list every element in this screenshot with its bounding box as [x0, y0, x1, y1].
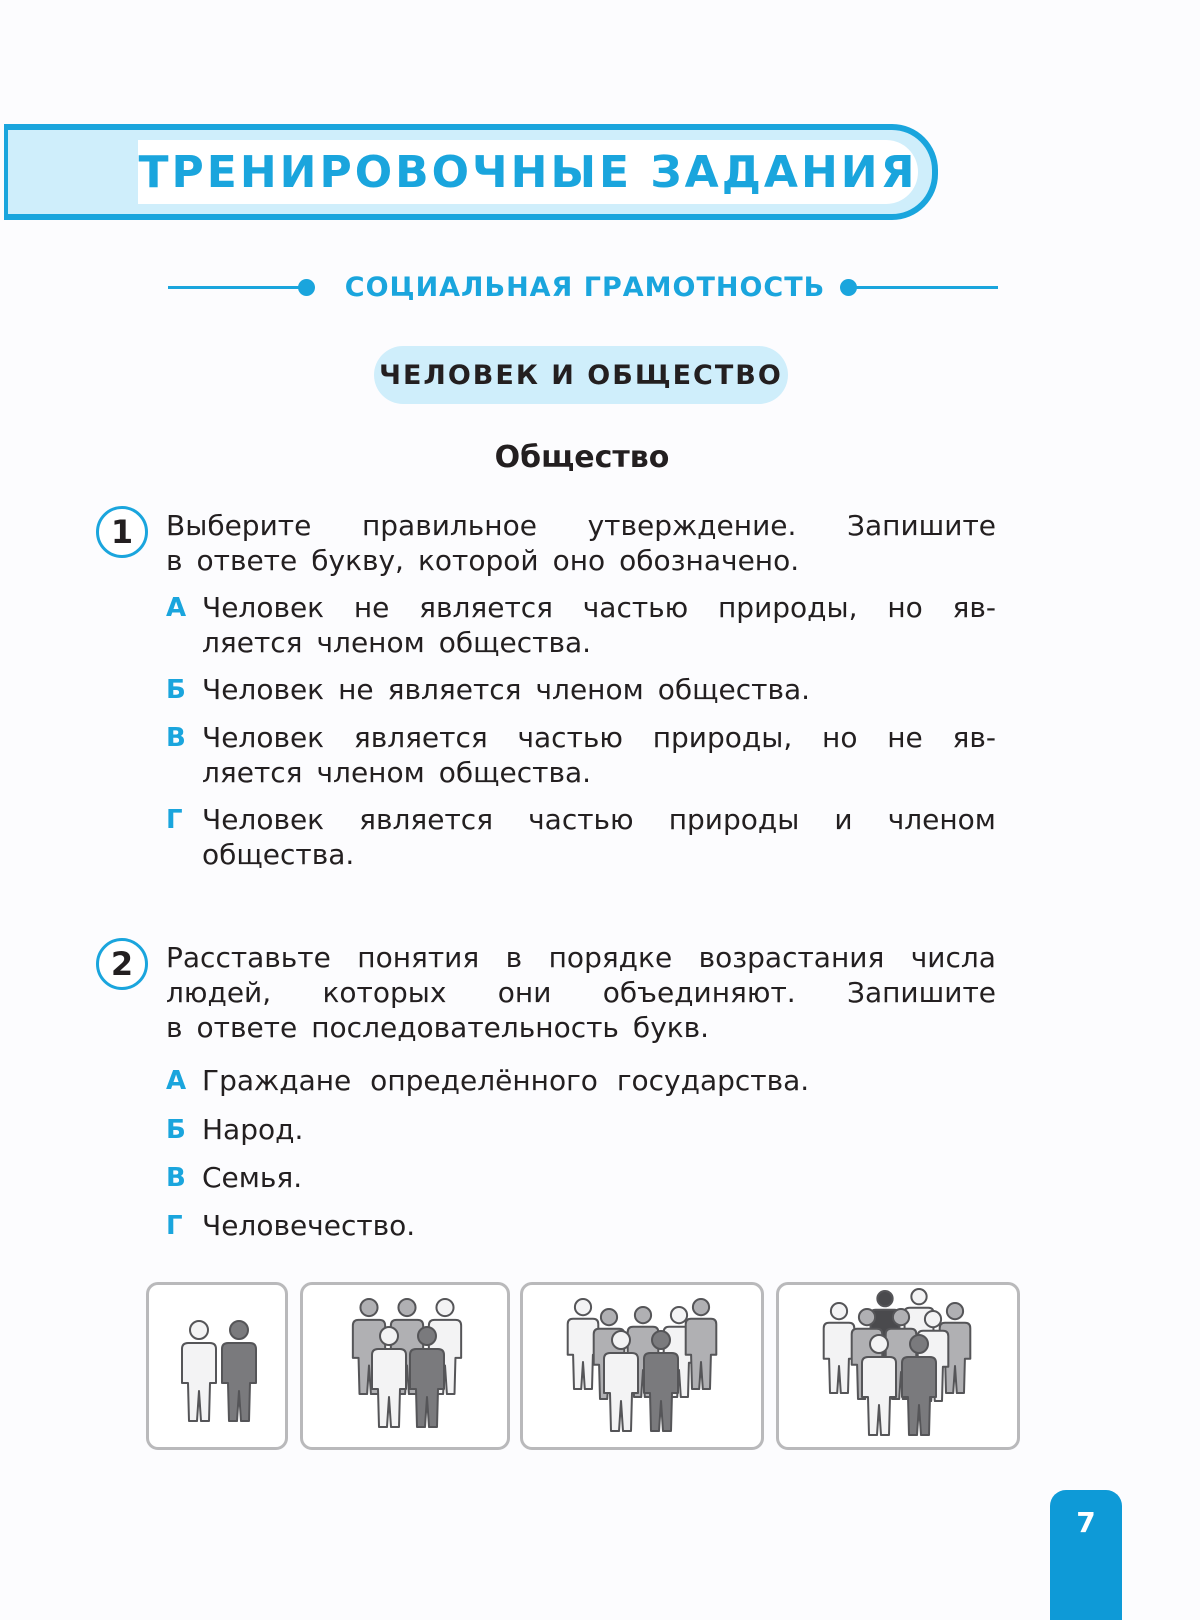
- word: ляется: [202, 756, 303, 789]
- word: возрастания: [698, 941, 885, 974]
- word: Запишите: [847, 976, 996, 1009]
- word: является: [353, 721, 488, 754]
- section-header: [168, 268, 998, 308]
- word: последовательность: [311, 1011, 619, 1044]
- header-banner-inner: [138, 140, 918, 204]
- word: букву,: [311, 544, 404, 577]
- word: они: [497, 976, 552, 1009]
- task-number-1-label: 1: [110, 513, 134, 551]
- person-figure: [182, 1321, 216, 1421]
- word: ляется: [202, 626, 303, 659]
- word: частью: [528, 803, 634, 836]
- word: Расставьте: [166, 941, 331, 974]
- word: правильное: [361, 509, 537, 542]
- word: природы,: [718, 591, 858, 624]
- section-dot-left: [298, 279, 315, 296]
- option-line: [202, 720, 996, 756]
- word: но: [887, 591, 923, 624]
- page-number: 7: [1076, 1506, 1096, 1539]
- option-text: Человечество.: [202, 1209, 416, 1242]
- word: членом: [316, 626, 425, 659]
- question-line: [166, 543, 996, 579]
- word: порядке: [548, 941, 673, 974]
- word: числа: [910, 941, 996, 974]
- option-letter: А: [166, 593, 187, 623]
- option-text: Народ.: [202, 1113, 304, 1146]
- option-line: [202, 590, 996, 626]
- option-letter: А: [166, 1066, 187, 1096]
- option-line: [202, 672, 996, 708]
- option-letter: Б: [166, 675, 186, 705]
- word: но: [822, 721, 858, 754]
- word: не: [353, 591, 390, 624]
- large-group-illustration: [520, 1282, 764, 1450]
- topic-title: ЧЕЛОВЕК И ОБЩЕСТВО: [379, 359, 783, 391]
- word: Выберите: [166, 509, 312, 542]
- word: в: [166, 1011, 183, 1044]
- word: общества.: [438, 626, 592, 659]
- page-number-tab: [1050, 1490, 1122, 1620]
- question-line: [166, 940, 996, 976]
- crowd-illustration: [776, 1282, 1020, 1450]
- two-people-icon: [149, 1285, 285, 1447]
- person-figure: [222, 1321, 256, 1421]
- word: утверждение.: [587, 509, 797, 542]
- small-group-illustration: [300, 1282, 510, 1450]
- word: является: [359, 803, 494, 836]
- word: природы: [668, 803, 800, 836]
- word: оно: [552, 544, 606, 577]
- option-letter: В: [166, 723, 186, 753]
- word: общества.: [438, 756, 592, 789]
- person-figure: [686, 1299, 717, 1389]
- question-line: [166, 975, 996, 1011]
- word: является: [419, 591, 554, 624]
- word: членом: [316, 756, 425, 789]
- question-line: [166, 508, 996, 544]
- option-letter: В: [166, 1163, 186, 1193]
- topic-badge: [374, 346, 788, 404]
- section-rule-left: [168, 286, 306, 289]
- crowd-icon: [779, 1285, 1017, 1447]
- option-line: [202, 625, 996, 661]
- task-number-2-label: 2: [110, 945, 134, 983]
- small-group-icon: [303, 1285, 507, 1447]
- word: природы,: [652, 721, 793, 754]
- two-people-illustration: [146, 1282, 288, 1450]
- word: яв-: [952, 721, 996, 754]
- word: обозначено.: [619, 544, 800, 577]
- option-line: [202, 837, 996, 873]
- word: людей,: [166, 976, 272, 1009]
- large-group-icon: [523, 1285, 761, 1447]
- word: Человек: [202, 673, 325, 706]
- option-text: Семья.: [202, 1161, 303, 1194]
- word: общества.: [657, 673, 811, 706]
- word: не: [887, 721, 923, 754]
- option-line: [202, 755, 996, 791]
- word: в: [505, 941, 523, 974]
- task-number-1: [96, 506, 148, 558]
- section-rule-right: [848, 286, 998, 289]
- option-letter: Г: [166, 1211, 183, 1241]
- question-line: [166, 1010, 996, 1046]
- option-letter: Б: [166, 1115, 186, 1145]
- word: Человек: [202, 803, 325, 836]
- word: ответе: [196, 1011, 298, 1044]
- page-title: ТРЕНИРОВОЧНЫЕ ЗАДАНИЯ: [138, 146, 918, 198]
- word: в: [166, 544, 183, 577]
- word: которой: [417, 544, 539, 577]
- word: частью: [582, 591, 689, 624]
- word: букв.: [632, 1011, 710, 1044]
- word: и: [834, 803, 853, 836]
- word: Человек: [202, 591, 325, 624]
- word: яв-: [952, 591, 996, 624]
- subtitle: Общество: [494, 440, 670, 475]
- word: не: [338, 673, 374, 706]
- word: понятия: [357, 941, 480, 974]
- task-number-2: [96, 938, 148, 990]
- word: является: [387, 673, 522, 706]
- word: которых: [322, 976, 447, 1009]
- word: частью: [517, 721, 623, 754]
- section-title: СОЦИАЛЬНАЯ ГРАМОТНОСТЬ: [344, 272, 826, 303]
- header-banner: [4, 124, 938, 220]
- word: объединяют.: [602, 976, 796, 1009]
- word: Запишите: [847, 509, 996, 542]
- option-letter: Г: [166, 805, 183, 835]
- word: членом: [535, 673, 644, 706]
- person-figure: [824, 1303, 855, 1393]
- option-text: Граждане определённого государства.: [202, 1064, 810, 1097]
- option-line: [202, 802, 996, 838]
- word: общества.: [202, 838, 355, 871]
- word: Человек: [202, 721, 325, 754]
- word: ответе: [196, 544, 298, 577]
- word: членом: [887, 803, 996, 836]
